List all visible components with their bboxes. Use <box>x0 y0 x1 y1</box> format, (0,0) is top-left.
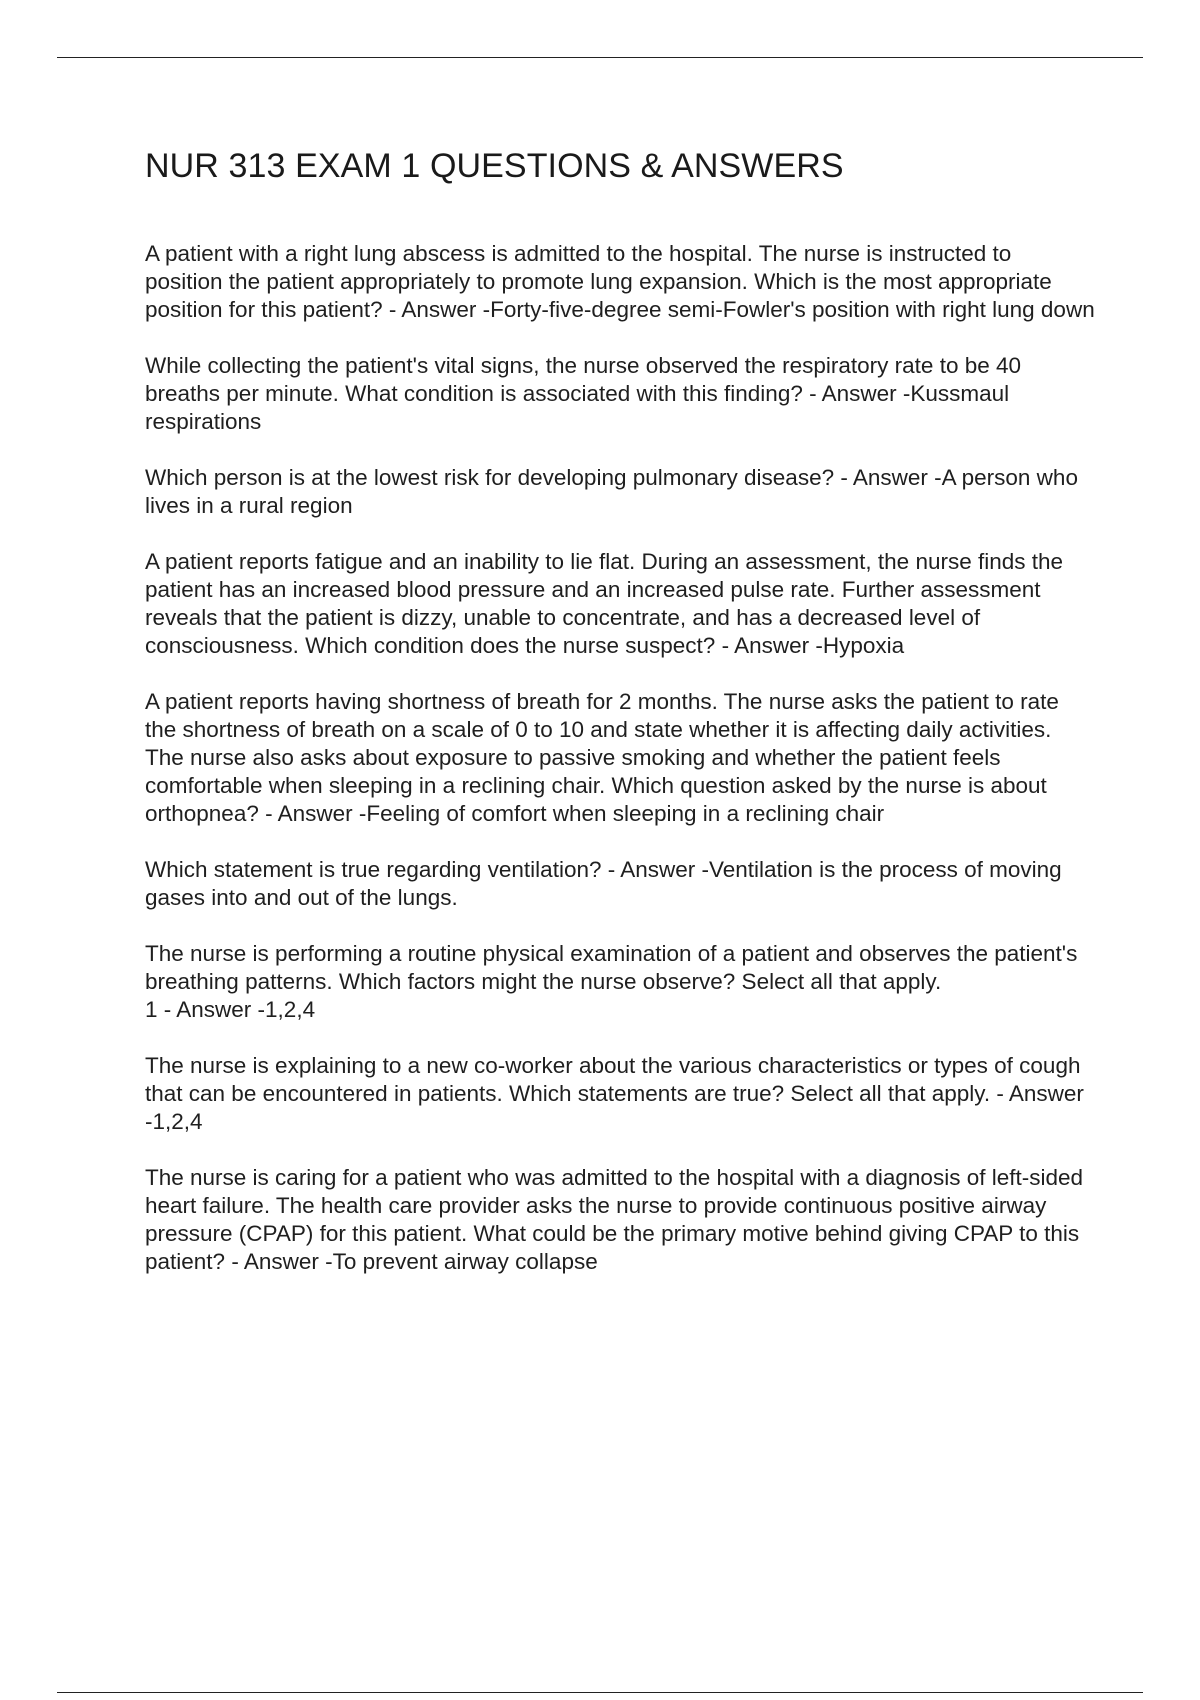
qa-item-2: While collecting the patient's vital signs, the nurse observed the respiratory rate to be 40 breaths per minute. What condition is associated with this finding? - Answer -Kussmaul respirations <box>145 353 1022 434</box>
qa-item-7-answer: 1 - Answer -1,2,4 <box>145 997 316 1022</box>
qa-item-3: Which person is at the lowest risk for developing pulmonary disease? - Answer -A person who lives in a rural region <box>145 465 1078 518</box>
qa-item-1: A patient with a right lung abscess is admitted to the hospital. The nurse is instructed to position the patient appropriately to promote lung expansion. Which is the most appropriate position for this patient? - Answer -Forty-five-degree semi-Fowler's position with right lung down <box>145 241 1095 322</box>
bottom-rule <box>57 1692 1143 1693</box>
qa-item-5: A patient reports having shortness of breath for 2 months. The nurse asks the patient to rate the shortness of breath on a scale of 0 to 10 and state whether it is affecting daily activities. The nurse also asks about exposure to passive smoking and whether the patient feels comfortable when sleeping in a reclining chair. Which question asked by the nurse is about orthopnea? - Answer -Feeling of comfort when sleeping in a reclining chair <box>145 689 1059 826</box>
page-title: NUR 313 EXAM 1 QUESTIONS & ANSWERS <box>145 147 844 185</box>
qa-item-9: The nurse is caring for a patient who was admitted to the hospital with a diagnosis of left-sided heart failure. The health care provider asks the nurse to provide continuous positive airway pressure (CPAP) for this patient. What could be the primary motive behind giving CPAP to this patient? - Answer -To prevent airway collapse <box>145 1165 1084 1274</box>
top-rule <box>57 57 1143 58</box>
qa-item-7 <box>145 940 1095 1024</box>
qa-item-6: Which statement is true regarding ventilation? - Answer -Ventilation is the process of moving gases into and out of the lungs. <box>145 857 1062 910</box>
document-body <box>145 140 1095 1304</box>
qa-item-7-question: The nurse is performing a routine physical examination of a patient and observes the patient's breathing patterns. Which factors might the nurse observe? Select all that apply. <box>145 941 1078 994</box>
qa-item-4: A patient reports fatigue and an inability to lie flat. During an assessment, the nurse finds the patient has an increased blood pressure and an increased pulse rate. Further assessment reveals that the patient is dizzy, unable to concentrate, and has a decreased level of consciousness. Which condition does the nurse suspect? - Answer -Hypoxia <box>145 549 1064 658</box>
qa-item-8: The nurse is explaining to a new co-worker about the various characteristics or types of cough that can be encountered in patients. Which statements are true? Select all that apply. - Answer -1,2,4 <box>145 1053 1084 1134</box>
